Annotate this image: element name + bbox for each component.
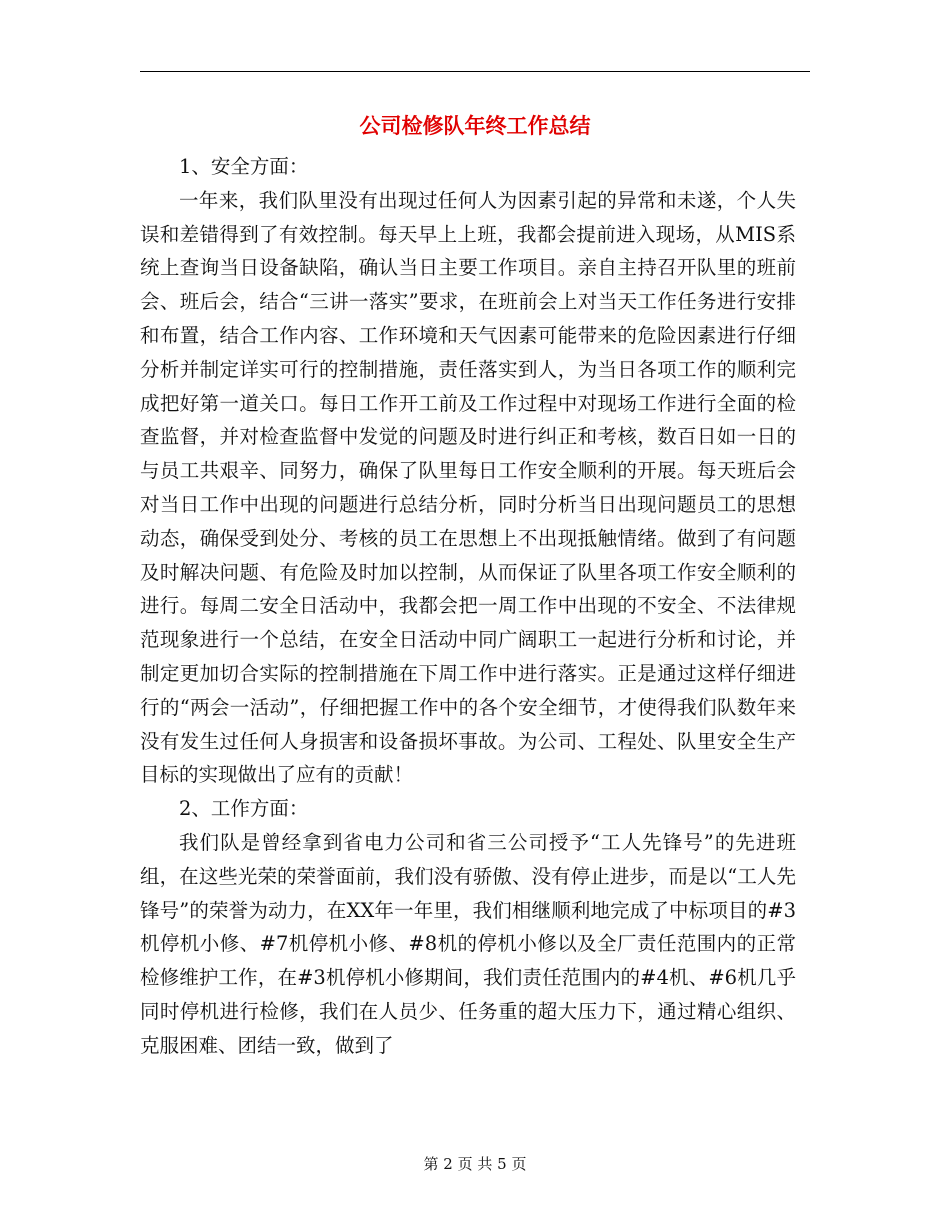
document-body [140, 150, 796, 1063]
header-rule [140, 71, 810, 72]
page-number-label: 第 2 页 共 5 页 [423, 1155, 527, 1173]
page-footer [0, 1152, 950, 1176]
paragraph-safety: 一年来，我们队里没有出现过任何人为因素引起的异常和未遂，个人失误和差错得到了有效控制。每天早上上班，我都会提前进入现场，从MIS系统上查询当日设备缺陷，确认当日主要工作项目。亲自主持召开队里的班前会、班后会，结合“三讲一落实”要求，在班前会上对当天工作任务进行安排和布置，结合工作内容、工作环境和天气因素可能带来的危险因素进行仔细分析并制定详实可行的控制措施，责任落实到人，为当日各项工作的顺利完成把好第一道关口。每日工作开工前及工作过程中对现场工作进行全面的检查监督，并对检查监督中发觉的问题及时进行纠正和考核，数百日如一日的与员工共艰辛、同努力，确保了队里每日工作安全顺利的开展。每天班后会对当日工作中出现的问题进行总结分析，同时分析当日出现问题员工的思想动态，确保受到处分、考核的员工在思想上不出现抵触情绪。做到了有问题及时解决问题、有危险及时加以控制，从而保证了队里各项工作安全顺利的进行。每周二安全日活动中，我都会把一周工作中出现的不安全、不法律规范现象进行一个总结，在安全日活动中同广阔职工一起进行分析和讨论，并制定更加切合实际的控制措施在下周工作中进行落实。正是通过这样仔细进行的“两会一活动”，仔细把握工作中的各个安全细节，才使得我们队数年来没有发生过任何人身损害和设备损坏事故。为公司、工程处、队里安全生产目标的实现做出了应有的贡献！ [140, 188, 796, 787]
document-title: 公司检修队年终工作总结 [359, 113, 591, 138]
paragraph-work: 我们队是曾经拿到省电力公司和省三公司授予“工人先锋号”的先进班组，在这些光荣的荣誉面前，我们没有骄傲、没有停止进步，而是以“工人先锋号”的荣誉为动力，在XX年一年里，我们相继顺利地完成了中标项目的#3机停机小修、#7机停机小修、#8机的停机小修以及全厂责任范围内的正常检修维护工作，在#3机停机小修期间，我们责任范围内的#4机、#6机几乎同时停机进行检修，我们在人员少、任务重的超大压力下，通过精心组织、克服困难、团结一致，做到了 [140, 830, 796, 1057]
section-heading-work: 2、工作方面： [179, 797, 309, 821]
section-heading-safety: 1、安全方面： [179, 155, 309, 178]
